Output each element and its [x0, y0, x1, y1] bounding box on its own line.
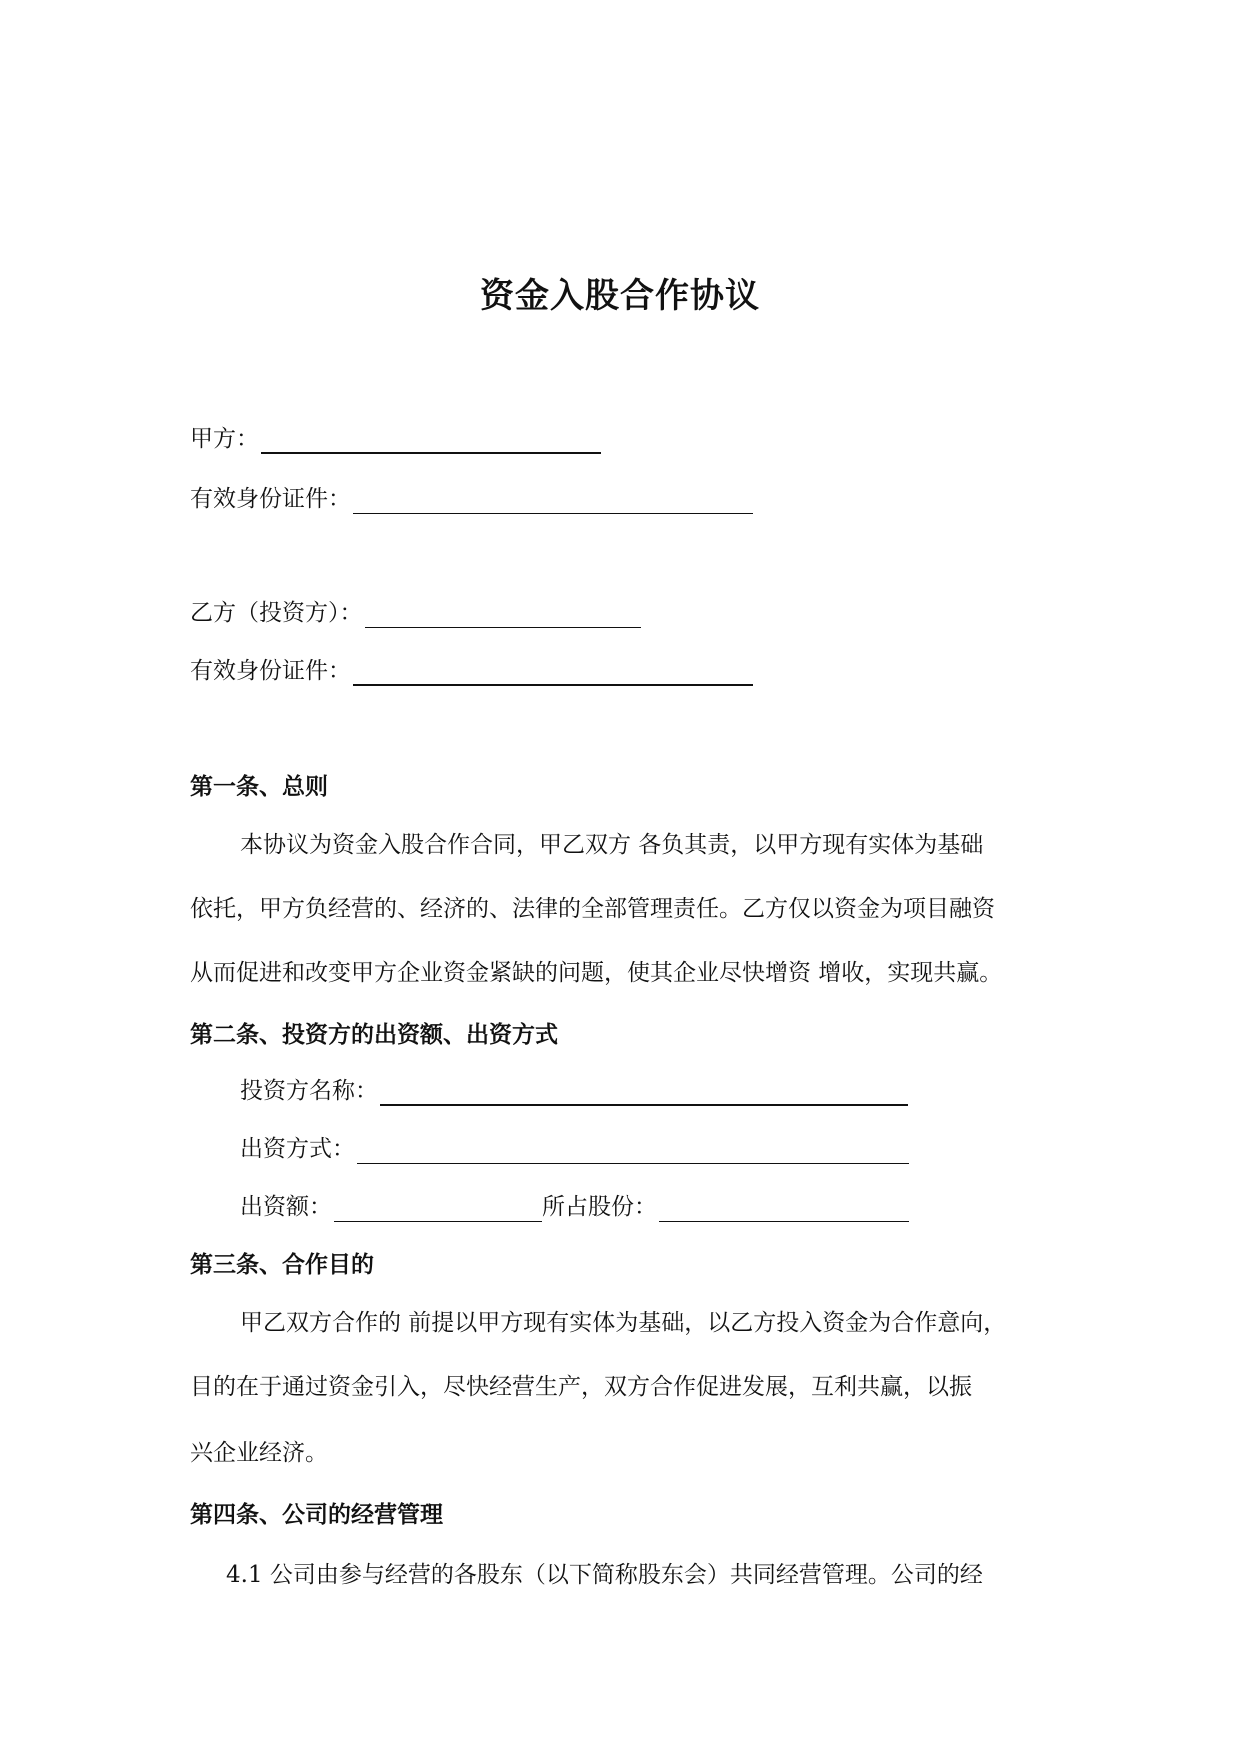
article1-heading: 第一条、总则 — [190, 773, 328, 800]
article3-line-1: 甲乙双方合作的 前提以甲方现有实体为基础，以乙方投入资金为合作意向， — [240, 1310, 1007, 1336]
investment-amount-blank — [334, 1199, 542, 1222]
party-a-blank — [261, 430, 601, 454]
article3-line-3: 兴企业经济。 — [190, 1440, 328, 1466]
investment-method-blank — [357, 1141, 909, 1164]
party-b-id-label: 有效身份证件： — [190, 658, 351, 684]
article4-line-1: 4.1 公司由参与经营的各股东（以下简称股东会）共同经营管理。公司的经 — [226, 1562, 983, 1588]
article1-line-1: 本协议为资金入股合作合同，甲乙双方 各负其责，以甲方现有实体为基础 — [240, 832, 984, 858]
amount-share-line — [240, 1192, 909, 1222]
investment-method-line — [240, 1134, 909, 1164]
investor-name-line — [240, 1076, 908, 1106]
article2-heading: 第二条、投资方的出资额、出资方式 — [190, 1021, 558, 1048]
investment-method-label: 出资方式： — [240, 1136, 355, 1162]
investor-name-label: 投资方名称： — [240, 1078, 378, 1104]
party-b-blank — [365, 605, 641, 628]
share-label: 所占股份： — [542, 1194, 657, 1220]
party-a-line — [190, 424, 601, 454]
share-blank — [659, 1199, 909, 1222]
article3-heading: 第三条、合作目的 — [190, 1251, 374, 1278]
party-b-id-line — [190, 656, 753, 686]
investment-amount-label: 出资额： — [240, 1194, 332, 1220]
party-b-line — [190, 598, 641, 628]
party-a-label: 甲方： — [190, 426, 259, 452]
article1-line-2: 依托，甲方负经营的、经济的、法律的全部管理责任。乙方仅以资金为项目融资 — [190, 896, 995, 922]
article4-heading: 第四条、公司的经营管理 — [190, 1501, 443, 1528]
party-a-id-blank — [353, 491, 753, 514]
party-b-label: 乙方（投资方）： — [190, 600, 363, 626]
party-a-id-label: 有效身份证件： — [190, 486, 351, 512]
article1-line-3: 从而促进和改变甲方企业资金紧缺的问题，使其企业尽快增资 增收，实现共赢。 — [190, 960, 1003, 986]
document-title: 资金入股合作协议 — [480, 276, 760, 316]
party-a-id-line — [190, 484, 753, 514]
investor-name-blank — [380, 1082, 908, 1106]
party-b-id-blank — [353, 662, 753, 686]
article3-line-2: 目的在于通过资金引入，尽快经营生产，双方合作促进发展，互利共赢，以振 — [190, 1374, 972, 1400]
